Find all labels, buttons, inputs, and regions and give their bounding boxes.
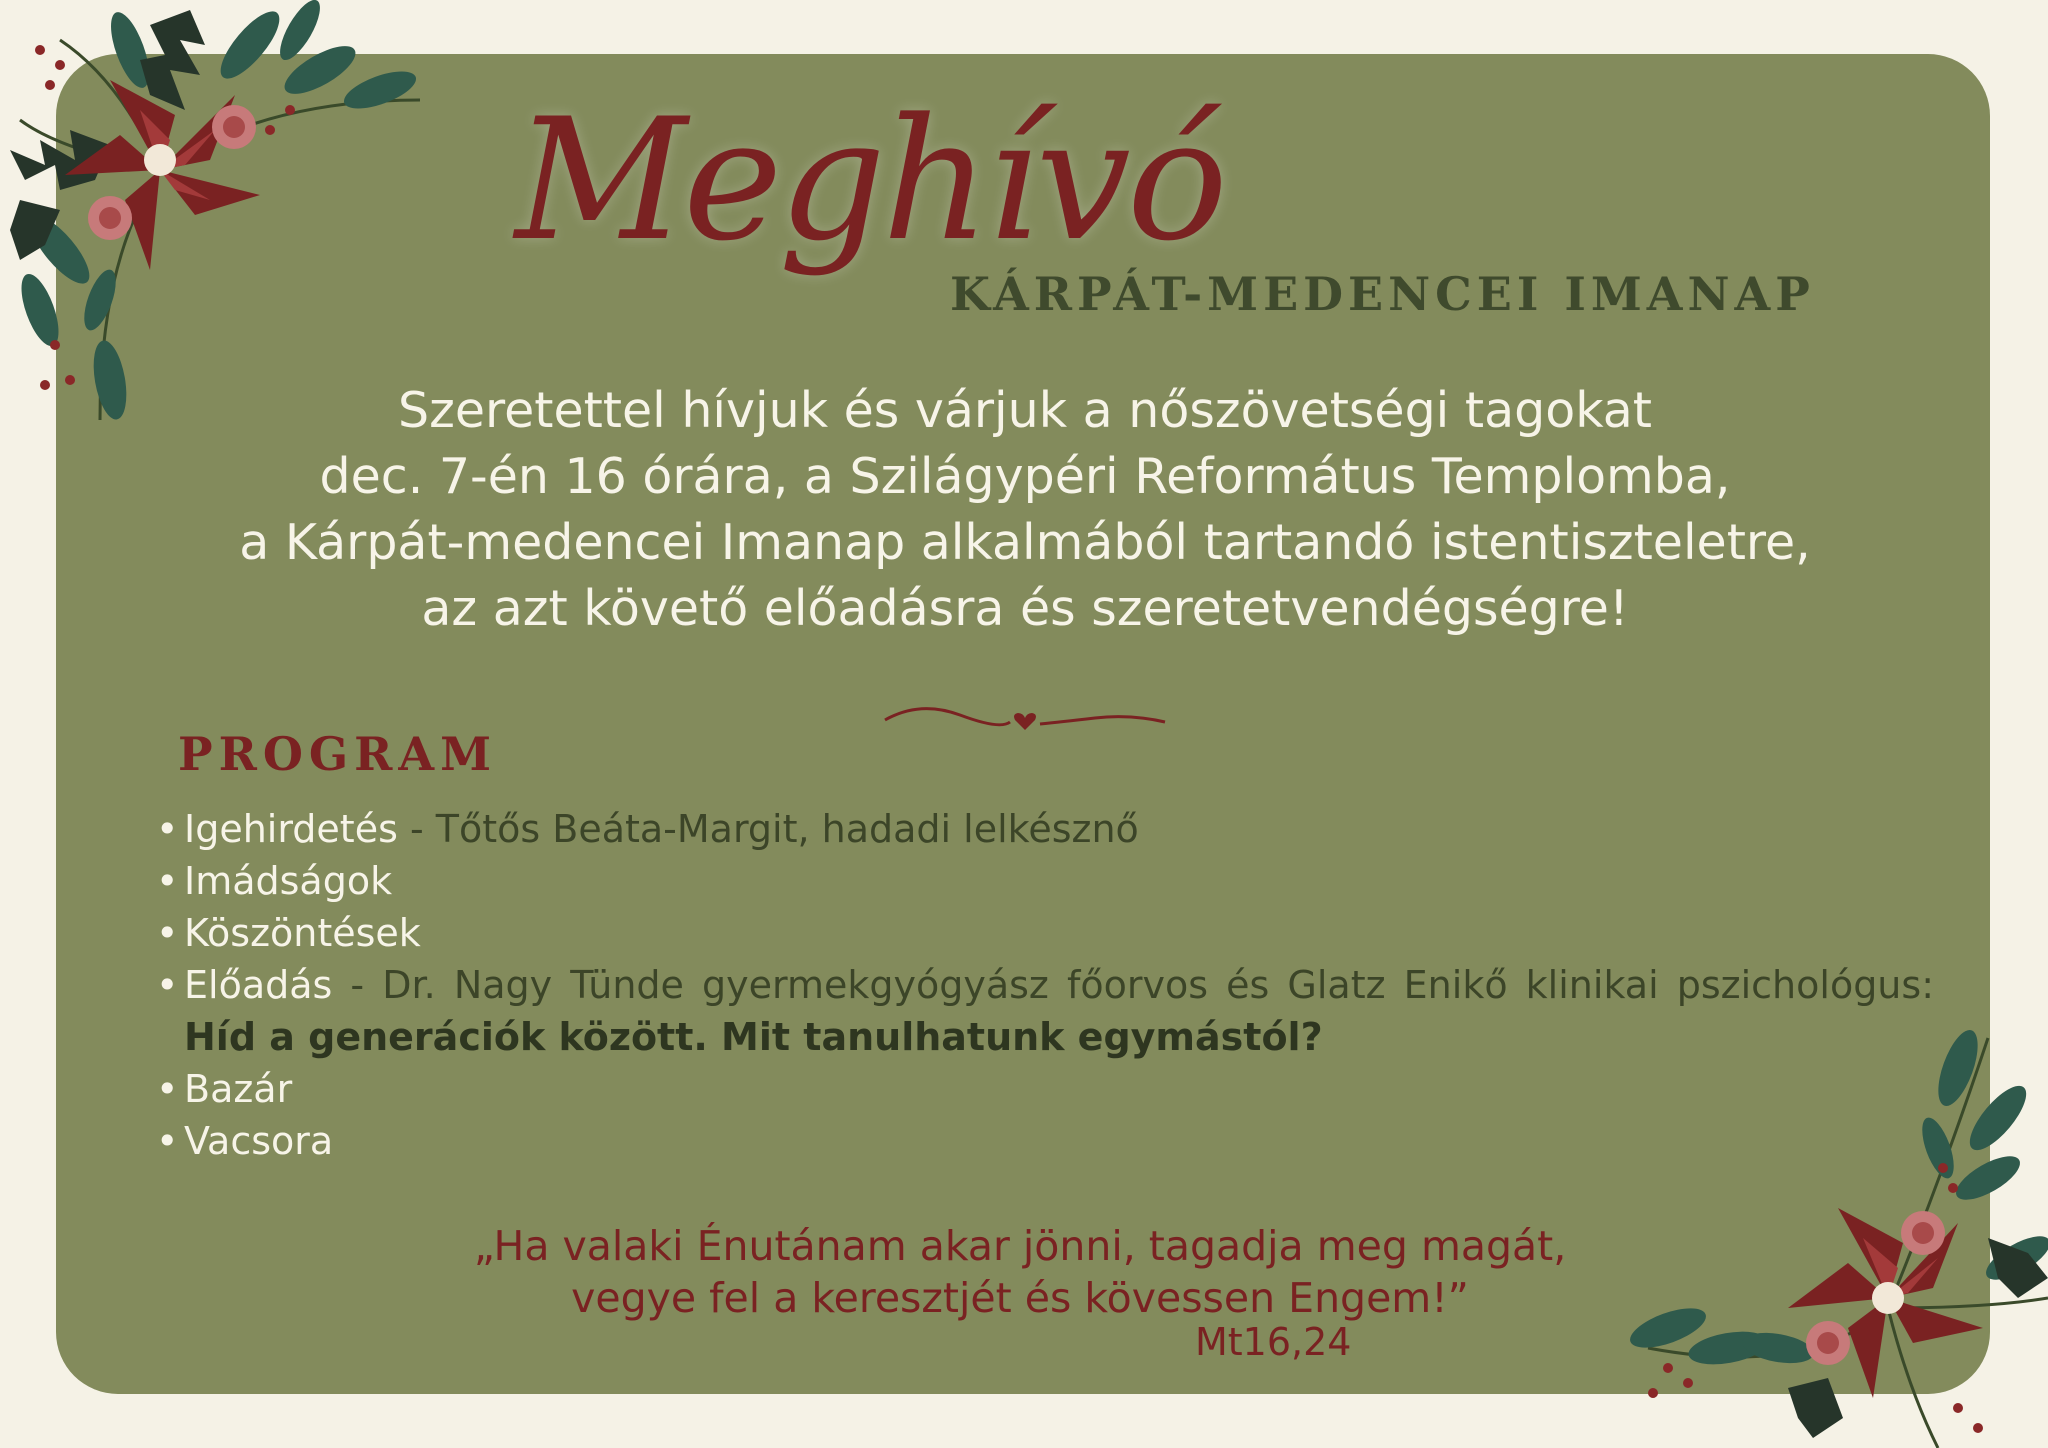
quote-line: vegye fel a keresztjét és kövessen Engem!” (571, 1274, 1469, 1322)
bible-quote (300, 1220, 1740, 1324)
list-item (152, 1115, 1934, 1167)
list-item (152, 959, 1934, 1063)
program-item-detail: Dr. Nagy Tünde gyermekgyógyász főorvos és Glatz Enikő klinikai pszichológus: (382, 963, 1934, 1007)
program-heading: PROGRAM (178, 727, 498, 781)
list-item (152, 1063, 1934, 1115)
intro-line: az azt követő előadásra és szeretetvendégségre! (421, 580, 1629, 637)
intro-line: Szeretettel hívjuk és várjuk a nőszövetségi tagokat (398, 382, 1652, 439)
invitation-title: Meghívó (515, 82, 1224, 278)
program-item-label: Igehirdetés (184, 807, 398, 851)
bullet-icon: • (156, 1119, 179, 1163)
program-item-label: Előadás (184, 963, 333, 1007)
program-item-separator: - (332, 963, 383, 1007)
program-item-label: Köszöntések (184, 911, 421, 955)
bullet-icon: • (156, 1067, 179, 1111)
lecture-title: Híd a generációk között. Mit tanulhatunk egymástól? (184, 1015, 1323, 1059)
list-item (152, 803, 1934, 855)
intro-text (100, 378, 1950, 642)
list-item (152, 855, 1934, 907)
program-item-separator: - (397, 807, 436, 851)
invitation-subtitle: KÁRPÁT-MEDENCEI IMANAP (950, 267, 1815, 321)
intro-line: dec. 7-én 16 órára, a Szilágypéri Református Templomba, (319, 448, 1731, 505)
bullet-icon: • (156, 911, 179, 955)
bullet-icon: • (156, 963, 179, 1007)
quote-line: „Ha valaki Énutánam akar jönni, tagadja meg magát, (473, 1222, 1567, 1270)
list-item (152, 907, 1934, 959)
program-item-detail: Tőtős Beáta-Margit, hadadi lelkésznő (435, 807, 1139, 851)
floral-top-left-icon (0, 0, 440, 440)
program-item-label: Vacsora (184, 1119, 334, 1163)
program-list (152, 803, 1934, 1167)
bullet-icon: • (156, 807, 179, 851)
quote-reference: Mt16,24 (1195, 1320, 1352, 1364)
program-item-label: Imádságok (184, 859, 393, 903)
program-item-label: Bazár (184, 1067, 293, 1111)
intro-line: a Kárpát-medencei Imanap alkalmából tartandó istentiszteletre, (239, 514, 1811, 571)
bullet-icon: • (156, 859, 179, 903)
heart-divider-icon (880, 700, 1170, 740)
